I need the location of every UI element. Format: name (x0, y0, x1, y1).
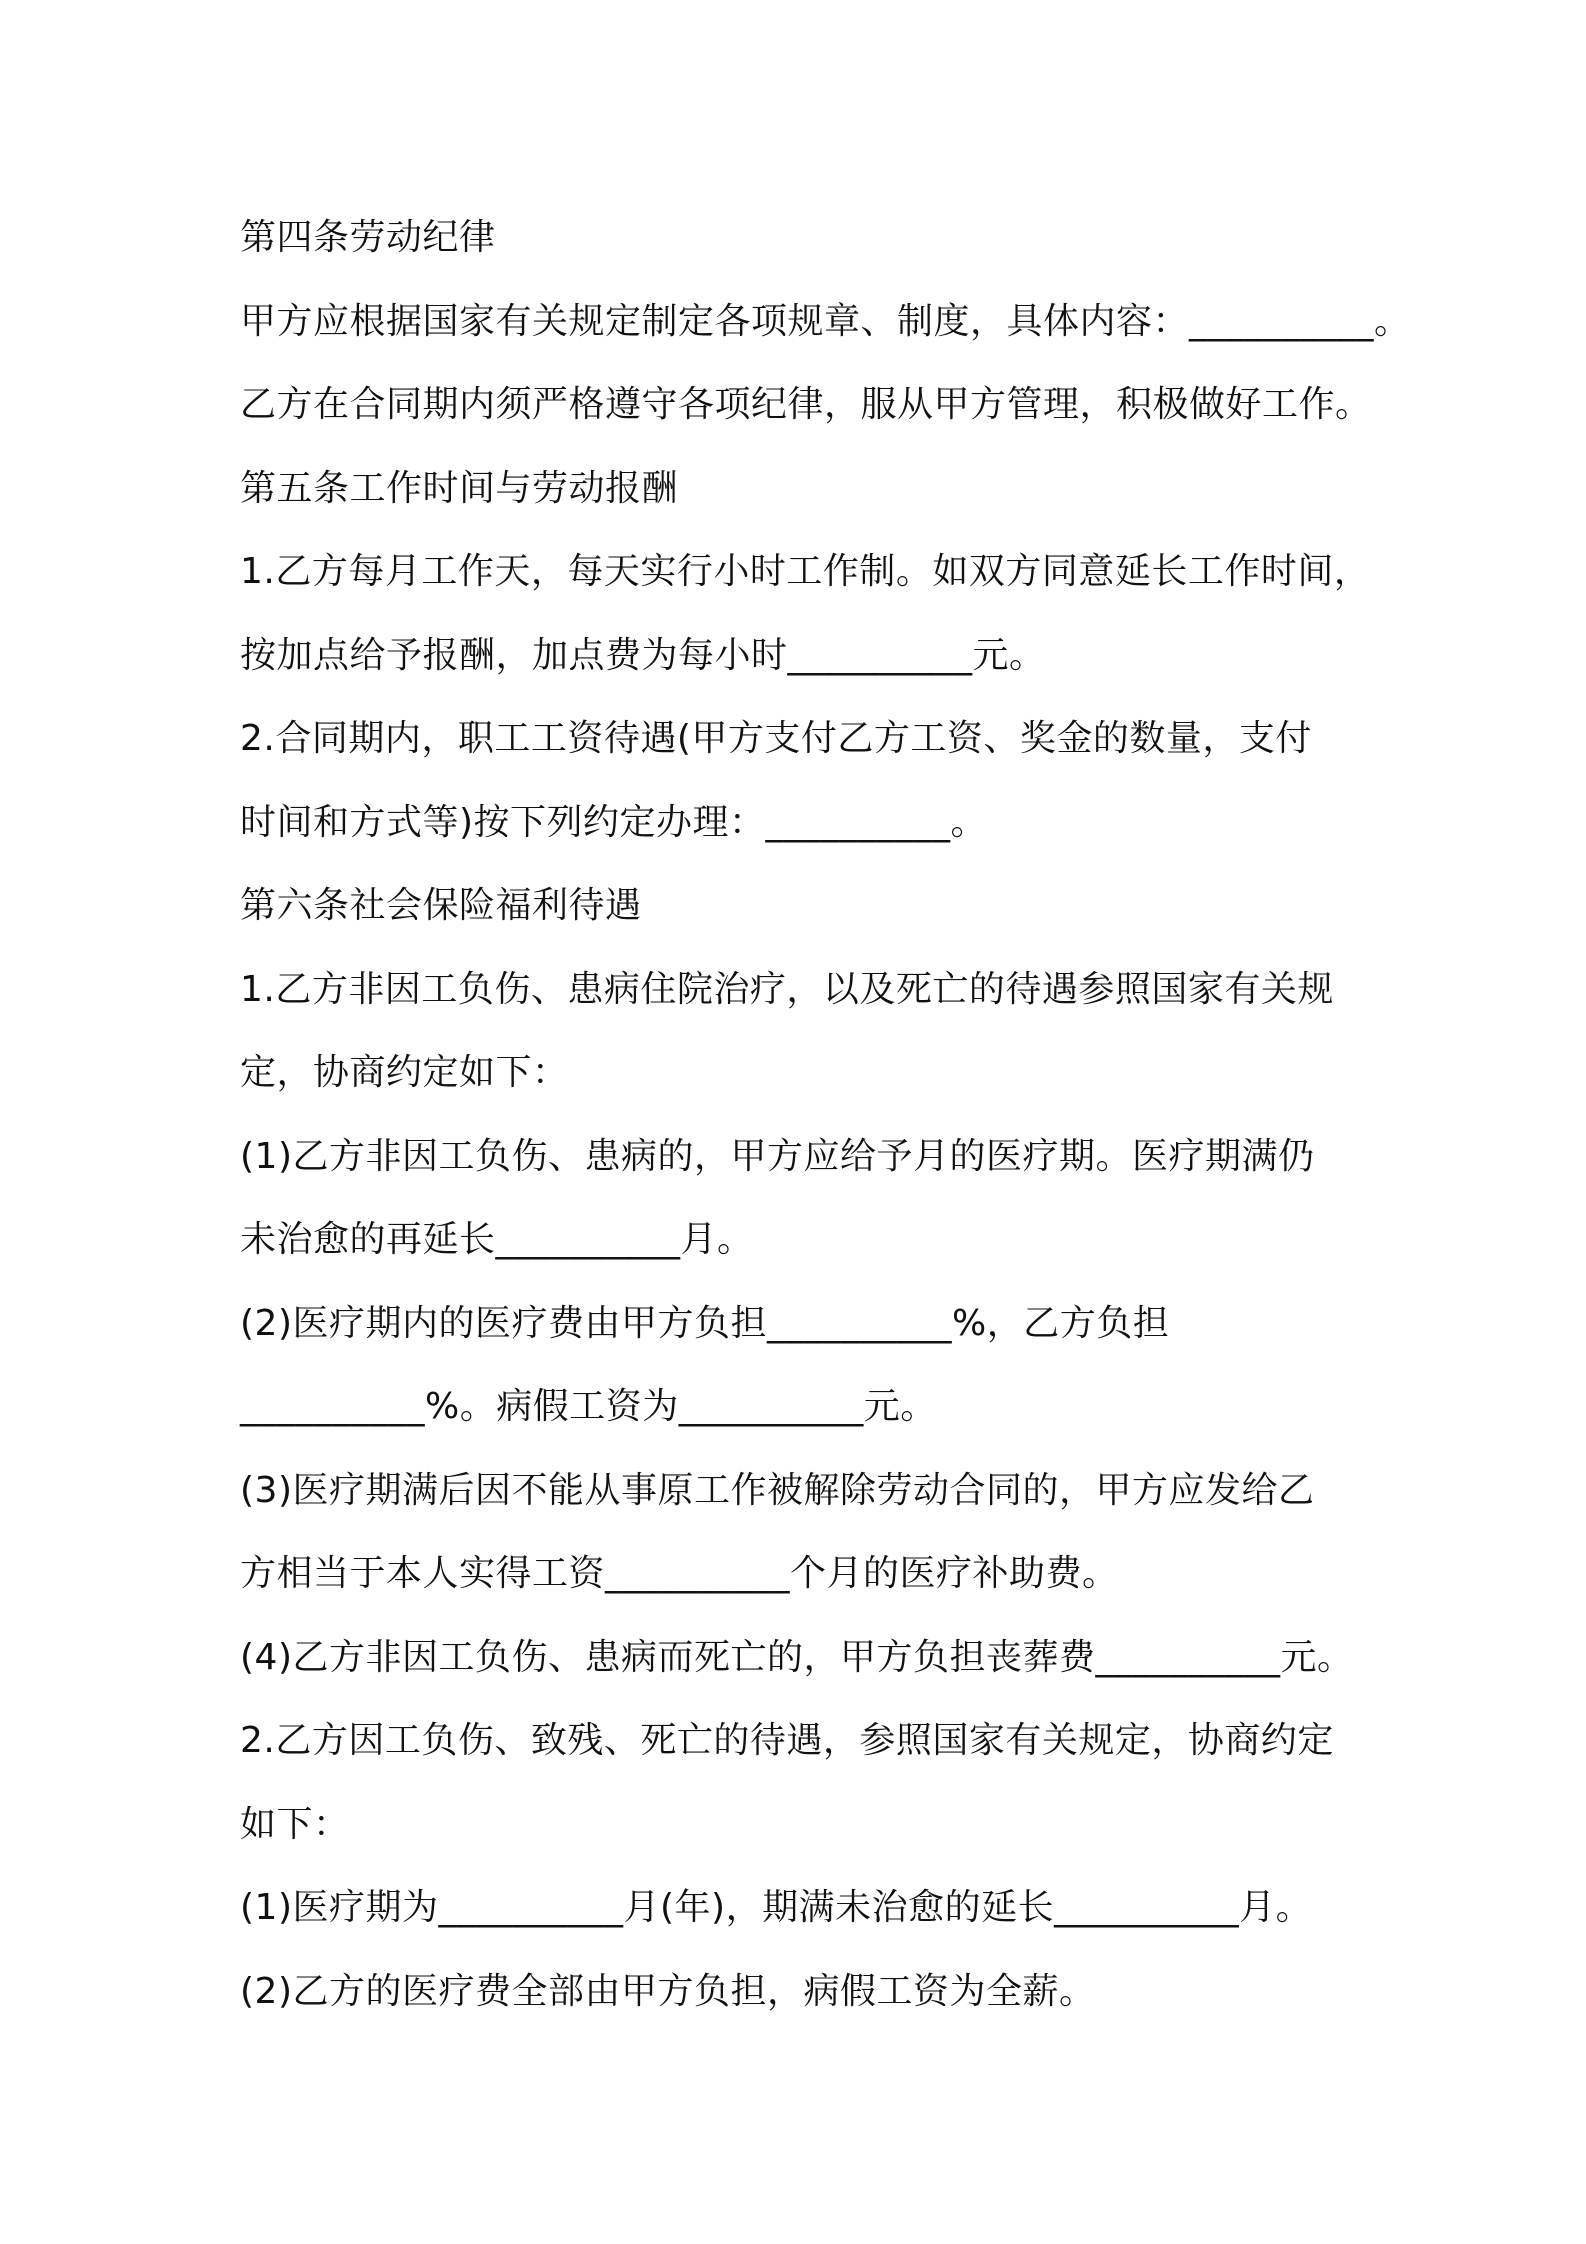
paragraph-line: 2.乙方因工负伤、致残、死亡的待遇，参照国家有关规定，协商约定 (240, 1720, 1334, 1761)
paragraph-line: 未治愈的再延长__________月。 (240, 1219, 754, 1260)
paragraph-line: 时间和方式等)按下列约定办理：__________。 (240, 801, 988, 843)
paragraph-line: 1.乙方每月工作天，每天实行小时工作制。如双方同意延长工作时间， (240, 551, 1371, 592)
paragraph-line: 如下： (240, 1803, 350, 1845)
heading-article-6: 第六条社会保险福利待遇 (240, 885, 642, 926)
paragraph-line: 按加点给予报酬，加点费为每小时__________元。 (240, 634, 1046, 676)
paragraph-line: (2)医疗期内的医疗费由甲方负担__________%，乙方负担 (240, 1302, 1170, 1344)
paragraph-line: 定，协商约定如下： (240, 1052, 569, 1093)
paragraph-line: 方相当于本人实得工资__________个月的医疗补助费。 (240, 1553, 1119, 1594)
paragraph-line: 1.乙方非因工负伤、患病住院治疗，以及死亡的待遇参照国家有关规 (240, 968, 1334, 1010)
paragraph-line: 乙方在合同期内须严格遵守各项纪律，服从甲方管理，积极做好工作。 (240, 384, 1372, 425)
paragraph-line: 2.合同期内，职工工资待遇(甲方支付乙方工资、奖金的数量，支付 (240, 718, 1312, 759)
paragraph-line: (3)医疗期满后因不能从事原工作被解除劳动合同的，甲方应发给乙 (240, 1469, 1315, 1511)
paragraph-line: (1)乙方非因工负伤、患病的，甲方应给予月的医疗期。医疗期满仍 (240, 1135, 1315, 1177)
paragraph-line: (2)乙方的医疗费全部由甲方负担，病假工资为全薪。 (240, 1970, 1096, 2012)
heading-article-4: 第四条劳动纪律 (240, 217, 496, 258)
heading-article-5: 第五条工作时间与劳动报酬 (240, 467, 679, 509)
paragraph-line: (4)乙方非因工负伤、患病而死亡的，甲方负担丧葬费__________元。 (240, 1636, 1354, 1678)
document-body (240, 196, 1411, 2033)
paragraph-line: 甲方应根据国家有关规定制定各项规章、制度，具体内容：__________。 (240, 300, 1411, 342)
paragraph-line: __________%。病假工资为__________元。 (240, 1386, 937, 1427)
paragraph-line: (1)医疗期为__________月(年)，期满未治愈的延长__________月。 (240, 1887, 1313, 1928)
